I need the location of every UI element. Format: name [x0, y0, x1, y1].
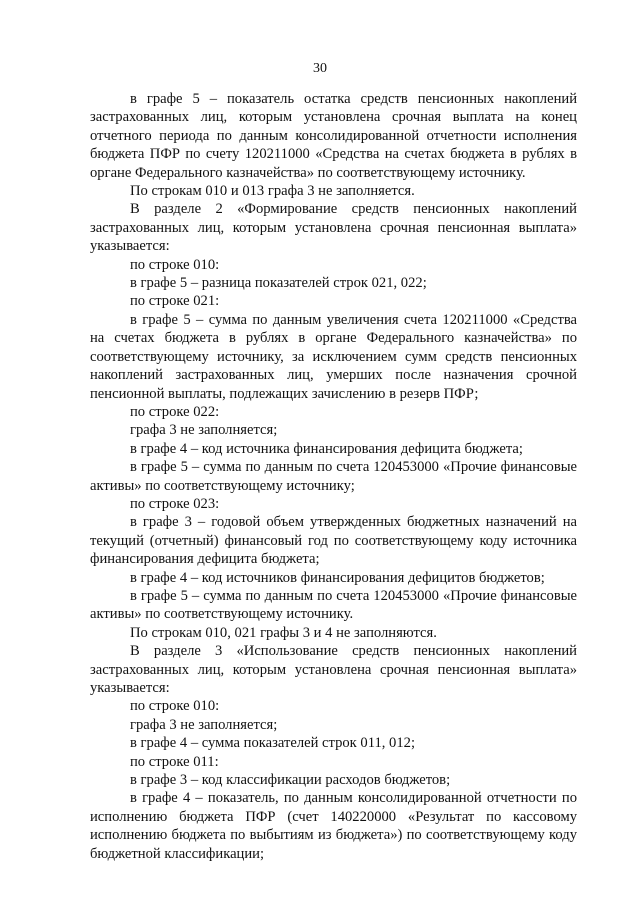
- paragraph: в графе 4 – код источника финансирования дефицита бюджета;: [130, 440, 523, 457]
- paragraph: По строкам 010 и 013 графа 3 не заполняется.: [130, 183, 415, 200]
- paragraph: В разделе 2 «Формирование средств пенсионных накоплений застрахованных лиц, которым установлена срочная пенсионная выплата» указывается:: [90, 201, 577, 255]
- paragraph: в графе 5 – сумма по данным по счета 120453000 «Прочие финансовые активы» по соответствующему источнику.: [90, 587, 577, 623]
- paragraph: в графе 5 – разница показателей строк 021, 022;: [130, 275, 427, 292]
- paragraph: в графе 3 – код классификации расходов бюджетов;: [130, 772, 451, 789]
- paragraph: в графе 5 – показатель остатка средств пенсионных накоплений застрахованных лиц, которым установлена срочная выплата на конец отчетного периода по данным консолидированной отчетности исполнения бюджета ПФР по счету 120211000 «Средства на счетах бюджета в рублях в органе Федерального казначейства» по соответствующему источнику.: [90, 91, 577, 181]
- paragraph: По строкам 010, 021 графы 3 и 4 не заполняются.: [130, 624, 437, 641]
- paragraph: В разделе 3 «Использование средств пенсионных накоплений застрахованных лиц, которым установлена срочная пенсионная выплата» указывается:: [90, 643, 577, 696]
- paragraph: по строке 021:: [130, 293, 220, 310]
- paragraph: в графе 5 – сумма по данным по счета 120453000 «Прочие финансовые активы» по соответствующему источнику;: [90, 459, 577, 494]
- paragraph: по строке 022:: [130, 403, 220, 420]
- document-body: [90, 90, 577, 863]
- paragraph: в графе 5 – сумма по данным увеличения счета 120211000 «Средства на счетах бюджета в рублях в органе Федерального казначейства» по соответствующему источнику, за исключением сумм средств пенсионных накоплений застрахованных лиц, умерших после назначения срочной пенсионной выплаты, подлежащих зачислению в резерв ПФР;: [90, 311, 577, 402]
- paragraph: графа 3 не заполняется;: [130, 716, 278, 733]
- page-number: 30: [313, 61, 327, 76]
- paragraph: в графе 4 – код источников финансирования дефицитов бюджетов;: [130, 569, 545, 586]
- paragraph: по строке 011:: [130, 753, 219, 770]
- paragraph: в графе 4 – сумма показателей строк 011, 012;: [130, 735, 416, 752]
- paragraph: в графе 4 – показатель, по данным консолидированной отчетности по исполнению бюджета ПФР (счет 140220000 «Результат по кассовому исполнению бюджета по выбытиям из бюджета») по соответствующему коду бюджетной классификации;: [90, 790, 577, 862]
- paragraph: в графе 3 – годовой объем утвержденных бюджетных назначений на текущий (отчетный) финансовый год по соответствующему коду источника финансирования дефицита бюджета;: [90, 514, 577, 568]
- paragraph: графа 3 не заполняется;: [130, 422, 278, 439]
- paragraph: по строке 023:: [130, 495, 220, 512]
- paragraph: по строке 010:: [130, 256, 220, 273]
- paragraph: по строке 010:: [130, 698, 220, 715]
